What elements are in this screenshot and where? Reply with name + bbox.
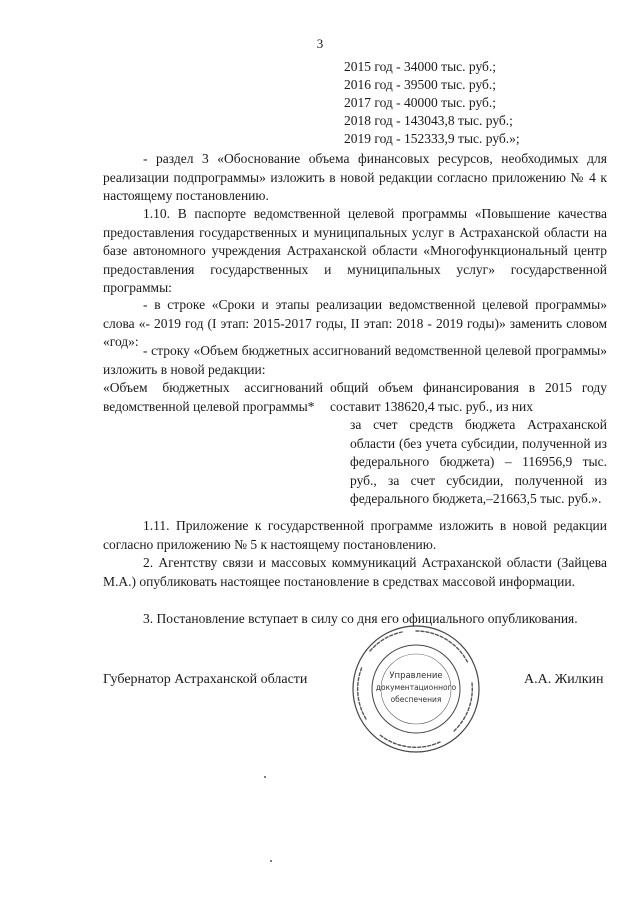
page-number: 3: [316, 36, 324, 51]
budget-table-right-cell: [330, 379, 607, 509]
scan-speck: [270, 860, 272, 862]
financing-year-row: 2018 год - 143043,8 тыс. руб.;: [344, 113, 513, 128]
official-stamp: [350, 623, 482, 755]
financing-year-row: 2016 год - 39500 тыс. руб.;: [344, 77, 497, 92]
signature-position: Губернатор Астраханской области: [103, 672, 308, 687]
financing-by-year-list: [344, 58, 520, 148]
paragraph-1-10: 1.10. В паспорте ведомственной целевой программы «Повышение качества предоставления государственных и муниципальных услуг в Астраханской области на базе автономного учреждения Астраханской области «Многофункциональный центр предоставления государственных и муниципальных услуг» государственной программы:: [103, 206, 607, 295]
paragraph-section-3: - раздел 3 «Обоснование объема финансовых ресурсов, необходимых для реализации подпрограммы» изложить в новой редакции согласно приложению № 4 к настоящему постановлению.: [103, 151, 607, 203]
financing-year-row: 2017 год - 40000 тыс. руб.;: [344, 95, 497, 110]
financing-year-row: 2015 год - 34000 тыс. руб.;: [344, 59, 497, 74]
stamp-inner-line-3: обеспечения: [390, 695, 442, 704]
scan-speck: [264, 776, 266, 778]
budget-table-left-cell: «Объем бюджетных ассигнований ведомственной целевой программы*: [103, 380, 323, 414]
financing-year-row: 2019 год - 152333,9 тыс. руб.»;: [344, 131, 520, 146]
paragraph-budget-row: - строку «Объем бюджетных ассигнований ведомственной целевой программы» изложить в новой редакции:: [103, 343, 607, 377]
budget-table-right-first: общий объем финансирования в 2015 году составит 138620,4 тыс. руб., из них: [330, 380, 607, 414]
paragraph-1-11: 1.11. Приложение к государственной программе изложить в новой редакции согласно приложению № 5 к настоящему постановлению.: [103, 518, 607, 552]
paragraph-2: 2. Агентству связи и массовых коммуникаций Астраханской области (Зайцева М.А.) опубликовать настоящее постановление в средствах массовой информации.: [103, 555, 607, 589]
stamp-inner-line-1: Управление: [389, 671, 443, 681]
budget-table-right-rest: за счет средств бюджета Астраханской области (без учета субсидии, полученной из федерального бюджета) – 116956,9 тыс. руб., за счет субсидии, полученной из федерального бюджета,–21663,5 тыс. руб.».: [350, 417, 607, 506]
stamp-inner-line-2: документационного: [375, 683, 457, 692]
paragraph-3: 3. Постановление вступает в силу со дня его официального опубликования.: [143, 611, 578, 626]
signature-name: А.А. Жилкин: [524, 672, 604, 687]
paragraph-terms: - в строке «Сроки и этапы реализации ведомственной целевой программы» слова «- 2019 год (I этап: 2015-2017 годы, II этап: 2018 - 2019 годы)» заменить словом «год»:: [103, 297, 607, 349]
